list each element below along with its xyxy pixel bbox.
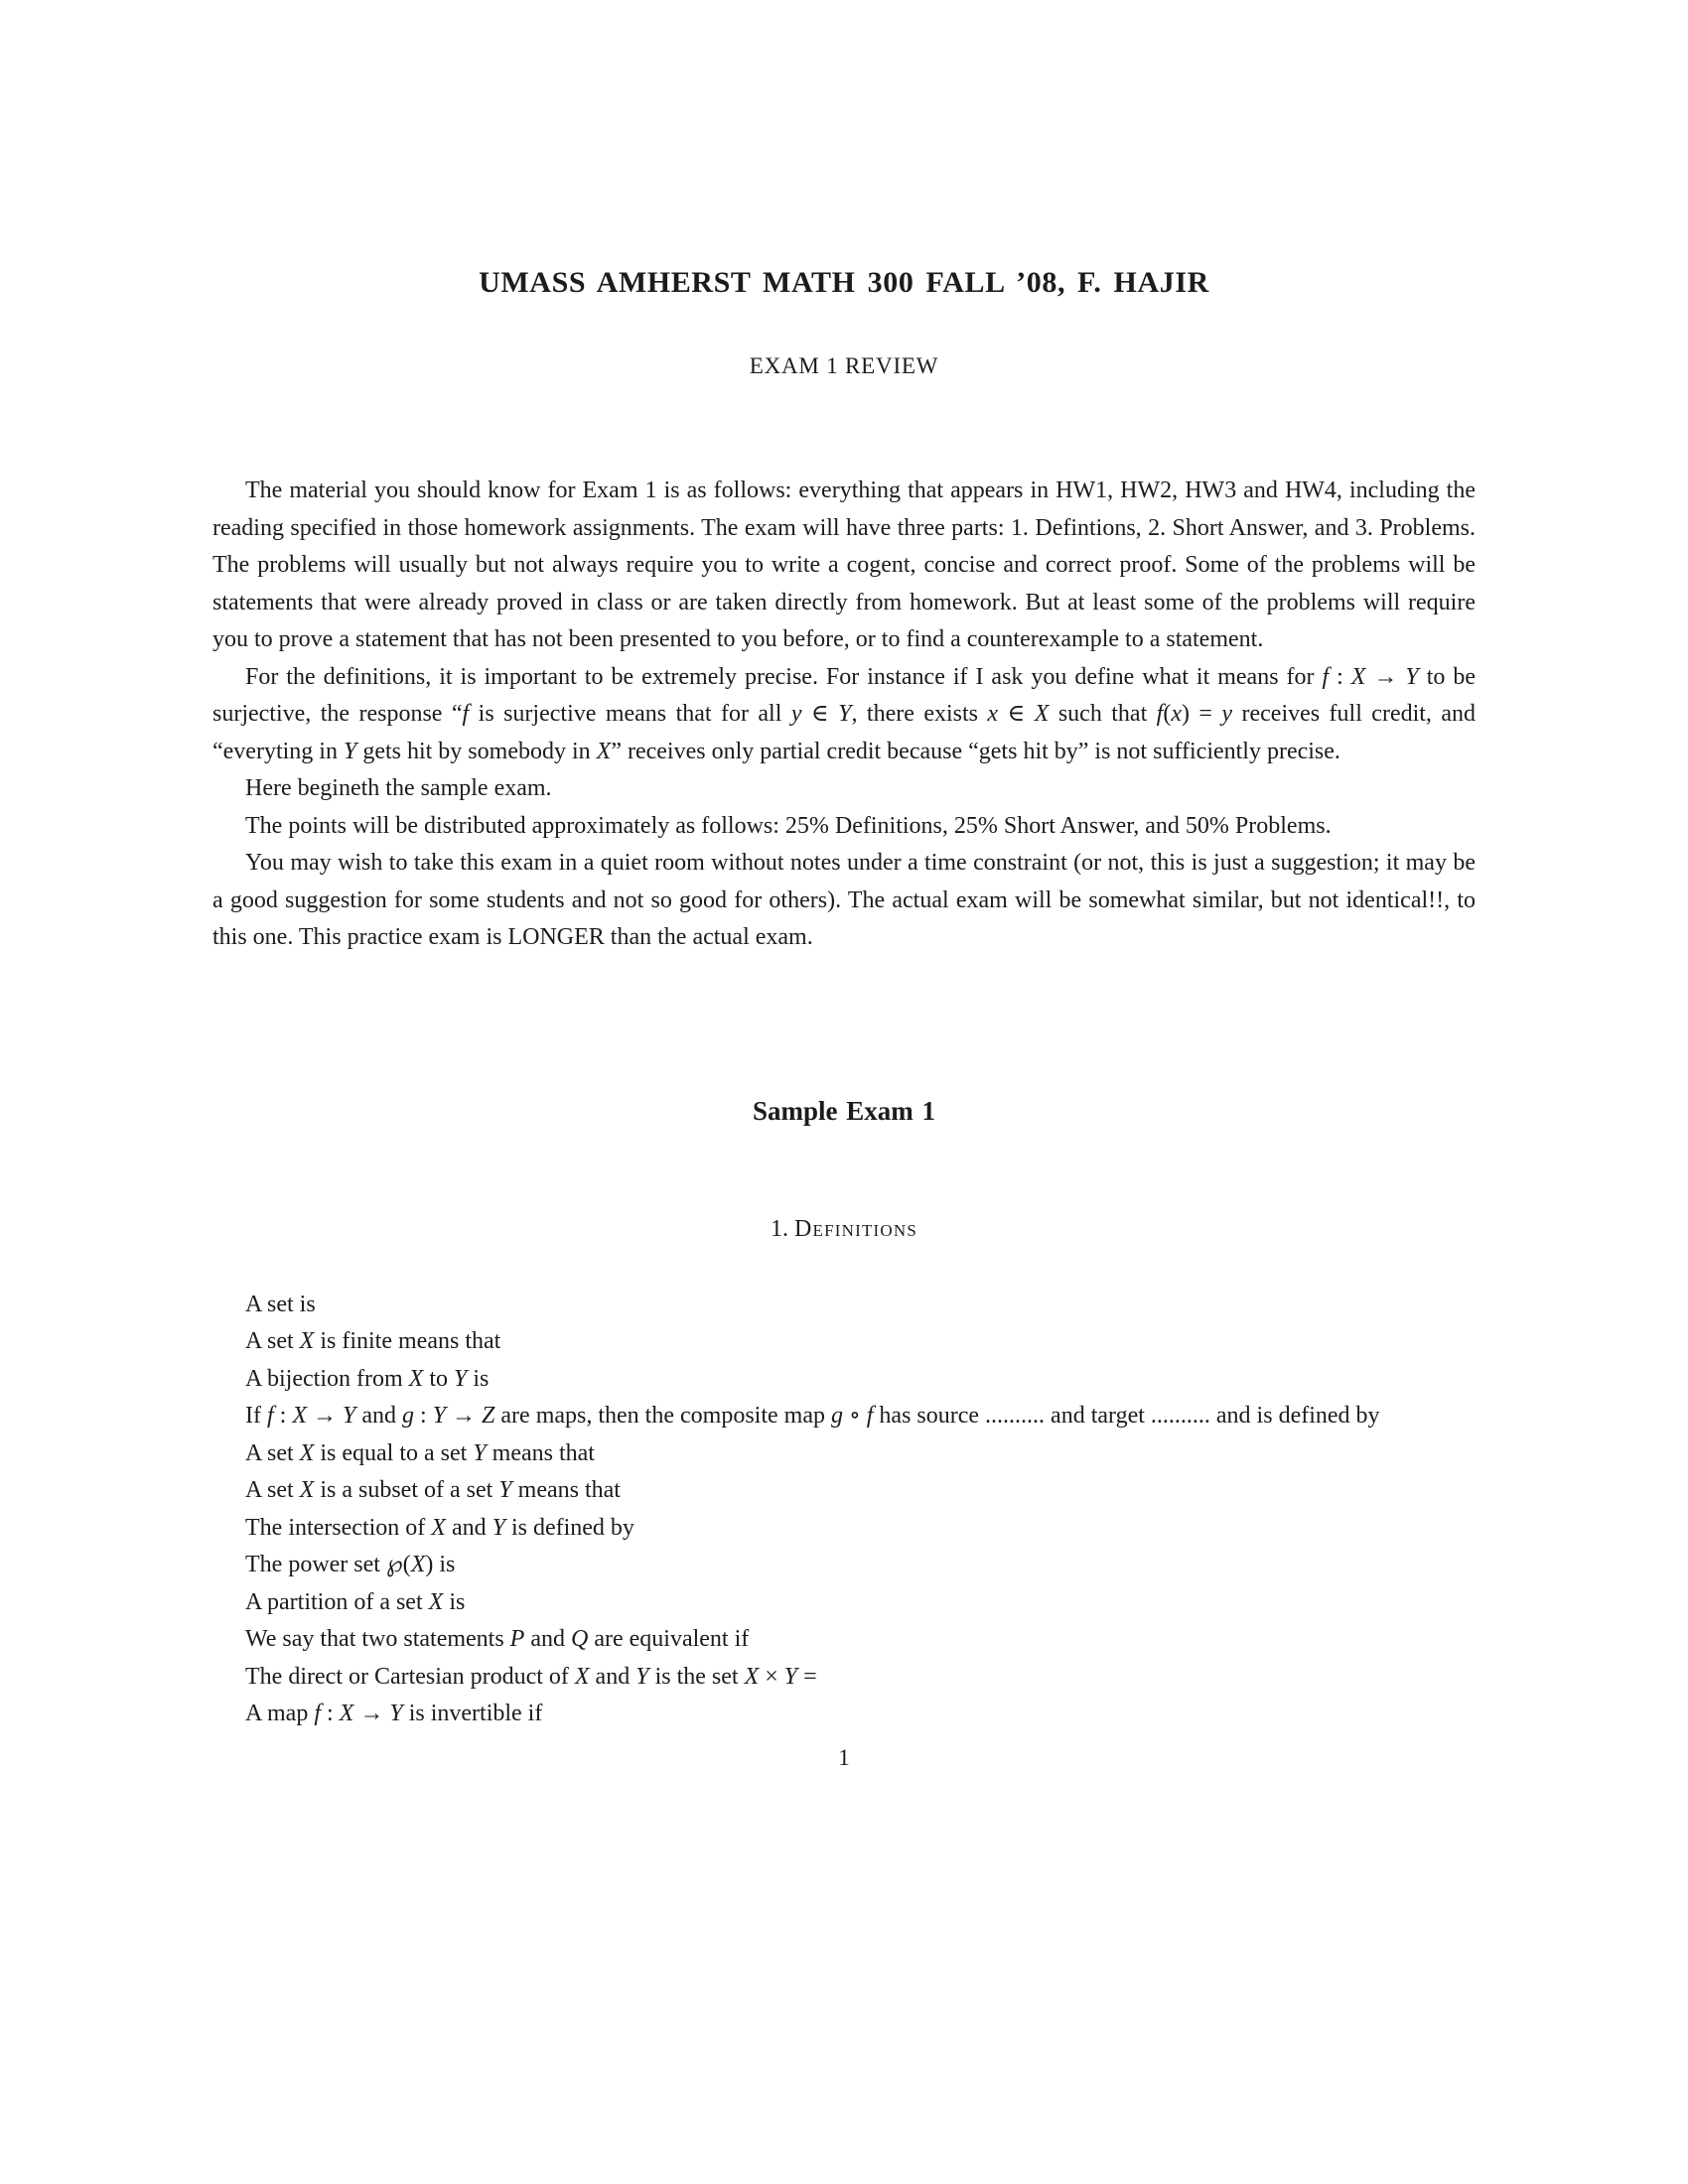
intro-section xyxy=(212,473,1476,957)
section-number: 1. xyxy=(770,1215,788,1242)
sample-exam-heading: Sample Exam 1 xyxy=(752,1095,935,1126)
definition-item: A partition of a set X is xyxy=(245,1588,466,1615)
intro-paragraph: The material you should know for Exam 1 is as follows: everything that appears in HW1, HW2, HW3 and HW4, including the reading specified in those homework assignments. The exam will have three parts: 1. Defintions, 2. Short Answer, and 3. Problems. The problems will usually but not always require you to write a cogent, concise and correct proof. Some of the problems will be statements that were already proved in class or are taken directly from homework. But at least some of the problems will require you to prove a statement that has not been presented to you before, or to find a counterexample to a statement. xyxy=(212,478,1476,652)
definition-item: A set X is finite means that xyxy=(245,1328,501,1354)
definition-item: If f : X → Y and g : Y → Z are maps, then the composite map g ∘ f has source .......... and target .......... and is defined by xyxy=(245,1403,1380,1429)
definition-item: The direct or Cartesian product of X and Y is the set X × Y = xyxy=(245,1663,817,1690)
definition-item: A set is xyxy=(245,1291,316,1317)
intro-paragraph: You may wish to take this exam in a quiet room without notes under a time constraint (or not, this is just a suggestion; it may be a good suggestion for some students and not so good for others). The actual exam will be somewhat similar, but not identical!!, to this one. This practice exam is LONGER than the actual exam. xyxy=(212,850,1476,950)
definition-item: A map f : X → Y is invertible if xyxy=(245,1701,543,1726)
intro-paragraph: Here begineth the sample exam. xyxy=(245,775,552,801)
document-subtitle: EXAM 1 REVIEW xyxy=(749,353,939,378)
definitions-list xyxy=(212,1287,1476,1733)
document-title: UMASS AMHERST MATH 300 FALL ’08, F. HAJIR xyxy=(479,266,1209,299)
definition-item: A set X is a subset of a set Y means that xyxy=(245,1477,621,1503)
intro-paragraph: For the definitions, it is important to be extremely precise. For instance if I ask you define what it means for f : X → Y to be surjective, the response “f is surjective means that for all y ∈ Y, there exists x ∈ X such that f(x) = y receives full credit, and “everyting in Y gets hit by somebody in X” receives only partial credit because “gets hit by” is not sufficiently precise. xyxy=(212,663,1477,764)
definition-item: The power set ℘(X) is xyxy=(245,1552,456,1577)
document-page xyxy=(212,0,1476,1771)
section-title: Definitions xyxy=(793,1215,918,1242)
intro-paragraph: The points will be distributed approximately as follows: 25% Definitions, 25% Short Answer, and 50% Problems. xyxy=(245,812,1332,839)
definition-item: A set X is equal to a set Y means that xyxy=(245,1439,595,1466)
definition-item: We say that two statements P and Q are equivalent if xyxy=(245,1626,750,1652)
definition-item: The intersection of X and Y is defined by xyxy=(245,1514,634,1541)
definitions-section-heading xyxy=(212,1216,1476,1243)
definition-item: A bijection from X to Y is xyxy=(245,1365,490,1392)
page-number: 1 xyxy=(838,1744,850,1770)
